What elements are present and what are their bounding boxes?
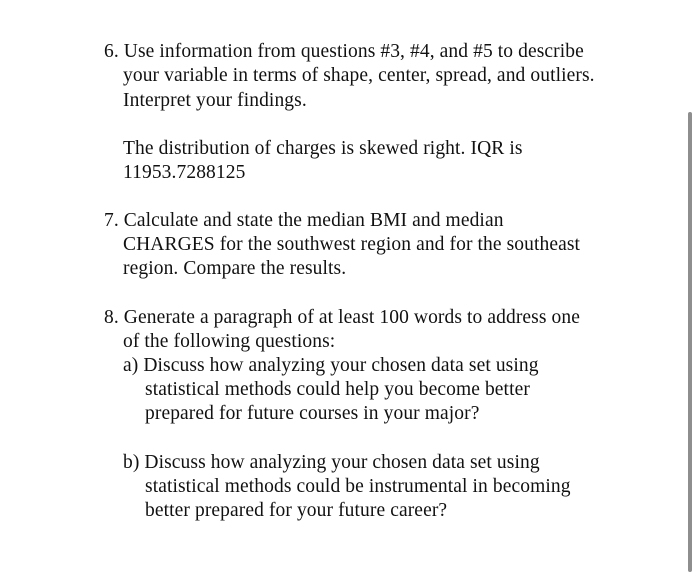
q8-option-a-line-1: a) Discuss how analyzing your chosen data set using [123, 355, 539, 376]
q6-line-2: your variable in terms of shape, center, spread, and outliers. [123, 65, 595, 86]
q8-option-a-line-3: prepared for future courses in your major? [145, 403, 480, 424]
q6-answer-line-2: 11953.7288125 [123, 162, 246, 183]
q8-option-b-line-1: b) Discuss how analyzing your chosen data set using [123, 452, 540, 473]
q6-answer-line-1: The distribution of charges is skewed right. IQR is [123, 138, 523, 159]
q7-line-2: CHARGES for the southwest region and for the southeast [123, 234, 581, 255]
q8-option-a-line-2: statistical methods could help you become better [145, 379, 530, 400]
q6-line-3: Interpret your findings. [123, 90, 307, 111]
q6-line-1: 6. Use information from questions #3, #4, and #5 to describe [104, 41, 584, 62]
q7-line-1: 7. Calculate and state the median BMI and median [104, 210, 504, 231]
q8-line-2: of the following questions: [123, 331, 336, 352]
q8-option-b-line-3: better prepared for your future career? [145, 500, 448, 521]
q8-option-b-line-2: statistical methods could be instrumental in becoming [145, 476, 571, 497]
vertical-scrollbar[interactable] [688, 112, 692, 572]
q8-line-1: 8. Generate a paragraph of at least 100 words to address one [104, 307, 580, 328]
q7-line-3: region. Compare the results. [123, 258, 347, 279]
